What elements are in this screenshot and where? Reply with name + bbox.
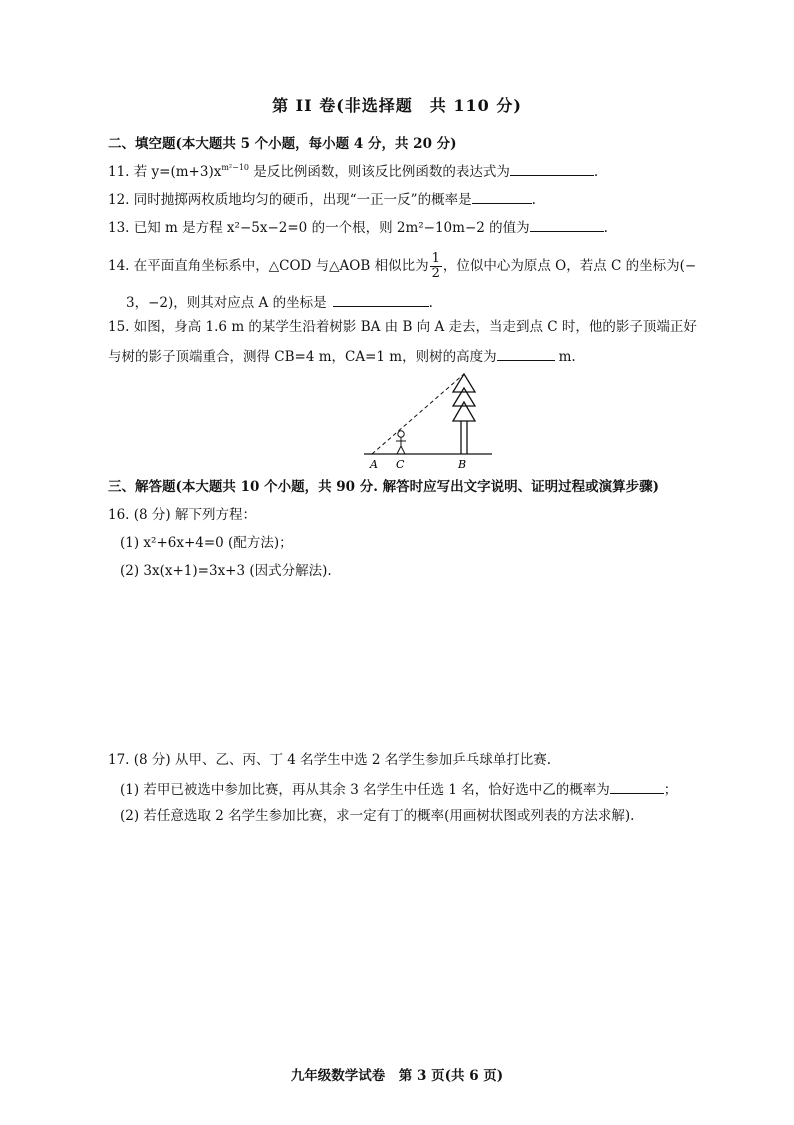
question-13-answer-blank[interactable]	[530, 217, 604, 232]
tree-crown-middle	[453, 388, 475, 406]
page-footer: 九年级数学试卷 第 3 页(共 6 页)	[290, 1068, 504, 1084]
question-11-period: .	[593, 164, 599, 180]
tree	[453, 374, 475, 454]
question-14	[108, 252, 696, 281]
section-3-heading: 三、解答题(本大题共 10 个小题，共 90 分. 解答时应写出文字说明、证明过程或演算步骤)	[108, 479, 660, 495]
question-11	[108, 161, 598, 181]
question-16-part-2: (2) 3x(x+1)=3x+3 (因式分解法).	[120, 563, 332, 579]
figure-svg	[360, 370, 500, 472]
question-12-period: .	[531, 192, 536, 208]
question-11-exponent: m²−10	[221, 163, 250, 172]
question-15	[108, 318, 697, 336]
point-b-label: B	[458, 458, 467, 471]
question-15-text-b: 与树的影子顶端重合，测得 CB=4 m，CA=1 m，则树的高度为	[108, 349, 497, 365]
question-17-semicolon: ；	[663, 782, 678, 798]
question-11-text-a: 11. 若 y=(m+3)x	[108, 164, 222, 180]
question-14-text-a: 14. 在平面直角坐标系中，△COD 与△AOB 相似比为	[108, 258, 429, 274]
question-17-stem: 17. (8 分) 从甲、乙、丙、丁 4 名学生中选 2 名学生参加乒乓球单打比赛.	[108, 752, 552, 768]
question-13-period: .	[603, 220, 608, 236]
point-c-label: C	[396, 458, 405, 471]
shadow-ray-line	[372, 374, 464, 454]
question-17-part-1	[120, 779, 677, 799]
question-15-answer-blank[interactable]	[497, 346, 555, 361]
question-17-part-1-text: (1) 若甲已被选中参加比赛，再从其余 3 名学生中任选 1 名，恰好选中乙的概率为	[120, 782, 610, 798]
question-16-part-1: (1) x²+6x+4=0 (配方法)；	[120, 535, 293, 551]
tree-crown-top	[453, 374, 475, 392]
question-15-continued	[108, 346, 576, 366]
question-11-answer-blank[interactable]	[510, 161, 594, 176]
question-13	[108, 217, 608, 237]
question-14-text-c: 3，−2)，则其对应点 A 的坐标是	[126, 295, 327, 311]
point-a-label: A	[370, 458, 378, 471]
question-12	[108, 189, 536, 209]
section-2-heading: 二、填空题(本大题共 5 个小题，每小题 4 分，共 20 分)	[108, 136, 457, 152]
student-right-leg	[401, 446, 405, 454]
question-16-stem: 16. (8 分) 解下列方程：	[108, 507, 256, 523]
fraction-numerator: 1	[431, 251, 440, 266]
question-11-text-b: 是反比例函数，则该反比例函数的表达式为	[249, 164, 510, 180]
student-figure	[396, 431, 406, 454]
question-14-period: .	[428, 295, 433, 311]
question-17-answer-blank[interactable]	[610, 779, 664, 794]
tree-crown-bottom	[453, 402, 475, 421]
student-head	[398, 431, 404, 437]
page-title: 第 II 卷(非选择题 共 110 分)	[272, 96, 522, 115]
question-14-continued	[126, 292, 433, 312]
question-17-part-2: (2) 若任意选取 2 名学生参加比赛，求一定有丁的概率(用画树状图或列表的方法求解).	[120, 808, 635, 824]
question-12-answer-blank[interactable]	[472, 189, 532, 204]
question-13-text: 13. 已知 m 是方程 x²−5x−2=0 的一个根，则 2m²−10m−2 的值为	[108, 220, 530, 236]
question-14-answer-blank[interactable]	[333, 292, 429, 307]
student-left-leg	[397, 446, 401, 454]
tree-shadow-figure	[360, 370, 500, 476]
question-15-unit: m.	[558, 349, 576, 365]
ratio-fraction	[430, 252, 442, 281]
fraction-denominator: 2	[431, 266, 440, 281]
question-12-text: 12. 同时抛掷两枚质地均匀的硬币，出现“一正一反”的概率是	[108, 192, 472, 208]
question-14-text-b: ，位似中心为原点 O，若点 C 的坐标为(−	[442, 258, 697, 274]
question-15-text-a: 15. 如图，身高 1.6 m 的某学生沿着树影 BA 由 B 向 A 走去，当走到点 C 时，他的影子顶端正好	[108, 319, 697, 335]
